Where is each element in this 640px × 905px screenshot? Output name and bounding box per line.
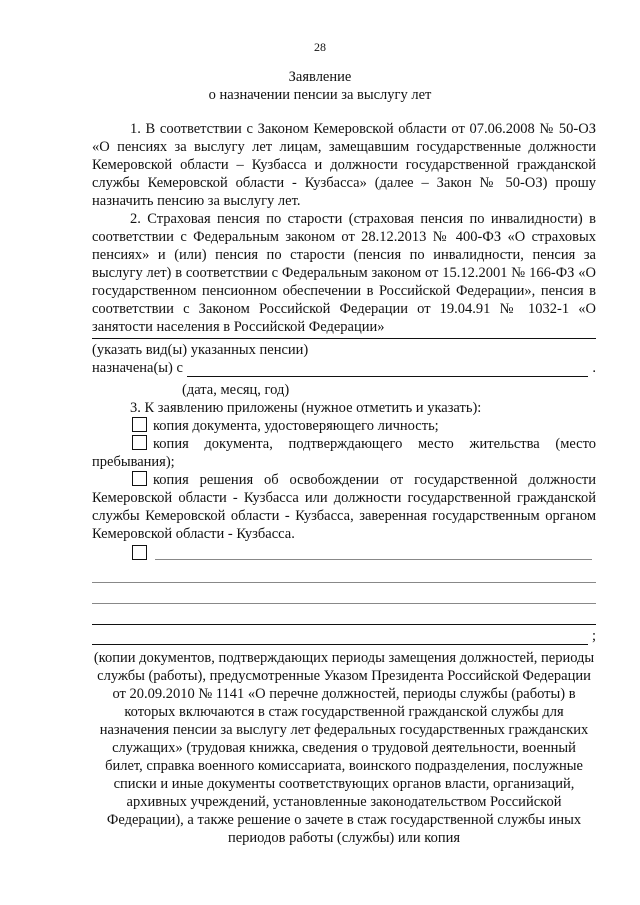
attachment-item	[92, 417, 596, 435]
paragraph-2-text: 2. Страховая пенсия по старости (страховая пенсия по инвалидности) в соответствии с Федеральным законом от 28.12.2013 № 400-ФЗ «О страховых пенсиях» и (или) пенсия по старости (пенсия по инвалидности, пенсия за выслугу лет) в соответствии с Федеральным законом от 15.12.2001 № 166-ФЗ «О государственном пенсионном обеспечении в Российской Федерации», пенсия в соответствии с Законом Российской Федерации от 19.04.91 № 1032-1 «О занятости населения в Российской Федерации»	[92, 211, 596, 335]
other-attachment-row	[92, 545, 596, 560]
checkbox[interactable]	[132, 545, 147, 560]
checkbox[interactable]	[132, 417, 147, 432]
assigned-label: назначена(ы) с	[92, 360, 183, 376]
paragraph-3-intro: 3. К заявлению приложены (нужное отметить и указать):	[130, 400, 482, 416]
attachment-item	[92, 435, 596, 471]
title-line-2: о назначении пенсии за выслугу лет	[208, 87, 432, 103]
other-attachment-field[interactable]	[155, 545, 592, 560]
blank-line[interactable]	[92, 608, 596, 625]
pension-type-line[interactable]	[92, 338, 596, 339]
other-end: ;	[591, 628, 596, 644]
blank-line[interactable]	[92, 566, 596, 583]
blank-line[interactable]	[92, 587, 596, 604]
attachment-text: копия решения об освобождении от государственной должности Кемеровской области - Кузбасса или должности государственной гражданской службы Кемеровской области - Кузбасса, заверенная государственным органом Кемеровской области - Кузбасса.	[92, 472, 596, 542]
document-body	[92, 120, 596, 847]
attachment-note: (копии документов, подтверждающих периоды замещения должностей, периоды службы (работы), предусмотренные Указом Президента Российской Федерации от 20.09.2010 № 1141 «О перечне должностей, периоды службы (работы) в которых включаются в стаж государственной гражданской службы для назначения пенсии за выслугу лет федеральных государственных гражданских служащих» (трудовая книжка, сведения о трудовой деятельности, военный билет, справка военного комиссариата, воинского подразделения, послужные списки и иные документы соответствующих органов власти, организаций, архивных учреждений, установленные законодательством Российской Федерации), а также решение о зачете в стаж государственной службы иных периодов работы (службы) или копия	[93, 650, 595, 846]
paragraph-2	[92, 210, 596, 336]
checkbox[interactable]	[132, 435, 147, 450]
paragraph-1: 1. В соответствии с Законом Кемеровской области от 07.06.2008 № 50-ОЗ «О пенсиях за выслугу лет лицам, замещавшим государственные должности Кемеровской области – Кузбасса и должности государственной гражданской службы Кемеровской области - Кузбасса» (далее – Закон № 50-ОЗ) прошу назначить пенсию за выслугу лет.	[92, 121, 596, 209]
attachment-text: копия документа, подтверждающего место жительства (место пребывания);	[92, 436, 596, 470]
other-attachment-end-row	[92, 627, 596, 645]
checkbox[interactable]	[132, 471, 147, 486]
attachment-item	[92, 471, 596, 543]
date-caption: (дата, месяц, год)	[182, 382, 290, 398]
pension-type-caption: (указать вид(ы) указанных пенсии)	[92, 342, 309, 358]
document-title	[0, 68, 640, 104]
page-number: 28	[314, 40, 326, 54]
assigned-date-row	[92, 359, 596, 377]
assigned-date-field[interactable]	[187, 362, 588, 377]
assigned-end: .	[592, 360, 596, 376]
attachment-text: копия документа, удостоверяющего личность;	[153, 418, 439, 434]
title-line-1: Заявление	[288, 69, 352, 85]
blank-line[interactable]	[92, 630, 588, 645]
